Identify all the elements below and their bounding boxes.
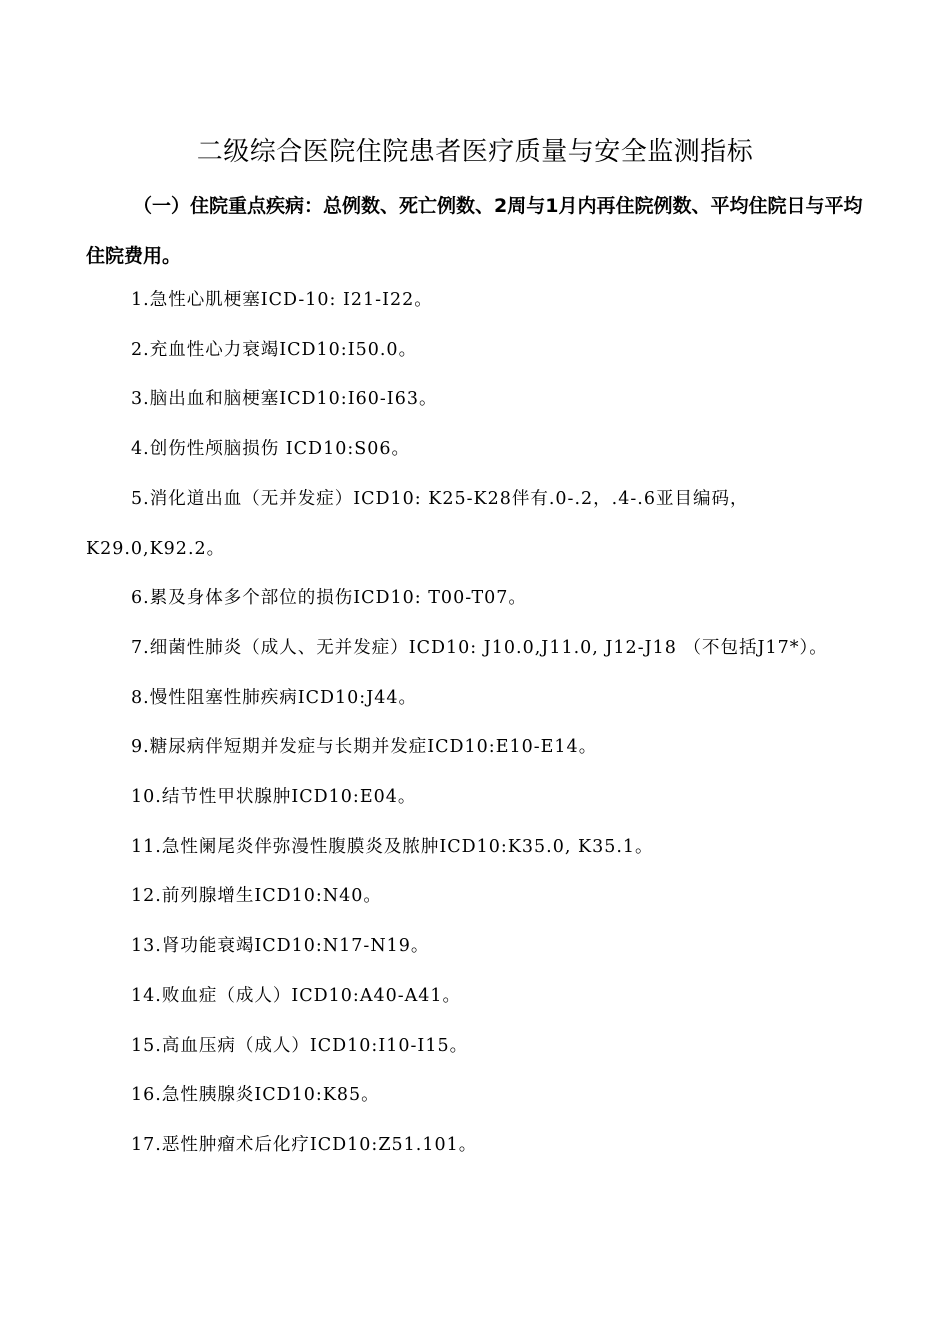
list-item: 8.慢性阻塞性肺疾病ICD10:J44。 — [131, 687, 417, 708]
list-item: 1.急性心肌梗塞ICD-10: I21-I22。 — [131, 290, 433, 310]
disease-list — [86, 276, 876, 1171]
list-item: 11.急性阑尾炎伴弥漫性腹膜炎及脓肿ICD10:K35.0, K35.1。 — [131, 836, 654, 857]
list-item: 4.创伤性颅脑损伤 ICD10:S06。 — [131, 439, 411, 460]
document-title: 二级综合医院住院患者医疗质量与安全监测指标 — [196, 137, 754, 167]
list-item: 12.前列腺增生ICD10:N40。 — [131, 886, 382, 907]
list-item: 10.结节性甲状腺肿ICD10:E04。 — [131, 787, 417, 808]
list-item: 7.细菌性肺炎（成人、无并发症）ICD10: J10.0,J11.0, J12-J18 （不包括J17*）。 — [131, 637, 828, 658]
list-item: 14.败血症（成人）ICD10:A40-A41。 — [131, 985, 462, 1006]
list-item: 2.充血性心力衰竭ICD10:I50.0。 — [131, 339, 418, 360]
list-item: 3.脑出血和脑梗塞ICD10:I60-I63。 — [131, 389, 438, 410]
list-item: 15.高血压病（成人）ICD10:I10-I15。 — [131, 1035, 469, 1056]
list-item: 9.糖尿病伴短期并发症与长期并发症ICD10:E10-E14。 — [131, 737, 598, 758]
list-item: 5.消化道出血（无并发症）ICD10: K25-K28伴有.0-.2，.4-.6亚目编码，K29.0,K92.2。 — [86, 488, 749, 559]
list-item: 16.急性胰腺炎ICD10:K85。 — [131, 1085, 380, 1106]
list-item: 6.累及身体多个部位的损伤ICD10: T00-T07。 — [131, 588, 527, 609]
section-heading: （一）住院重点疾病：总例数、死亡例数、2周与1月内再住院例数、平均住院日与平均住院费用。 — [86, 195, 863, 267]
list-item: 17.恶性肿瘤术后化疗ICD10:Z51.101。 — [131, 1134, 478, 1155]
list-item: 13.肾功能衰竭ICD10:N17-N19。 — [131, 936, 430, 957]
